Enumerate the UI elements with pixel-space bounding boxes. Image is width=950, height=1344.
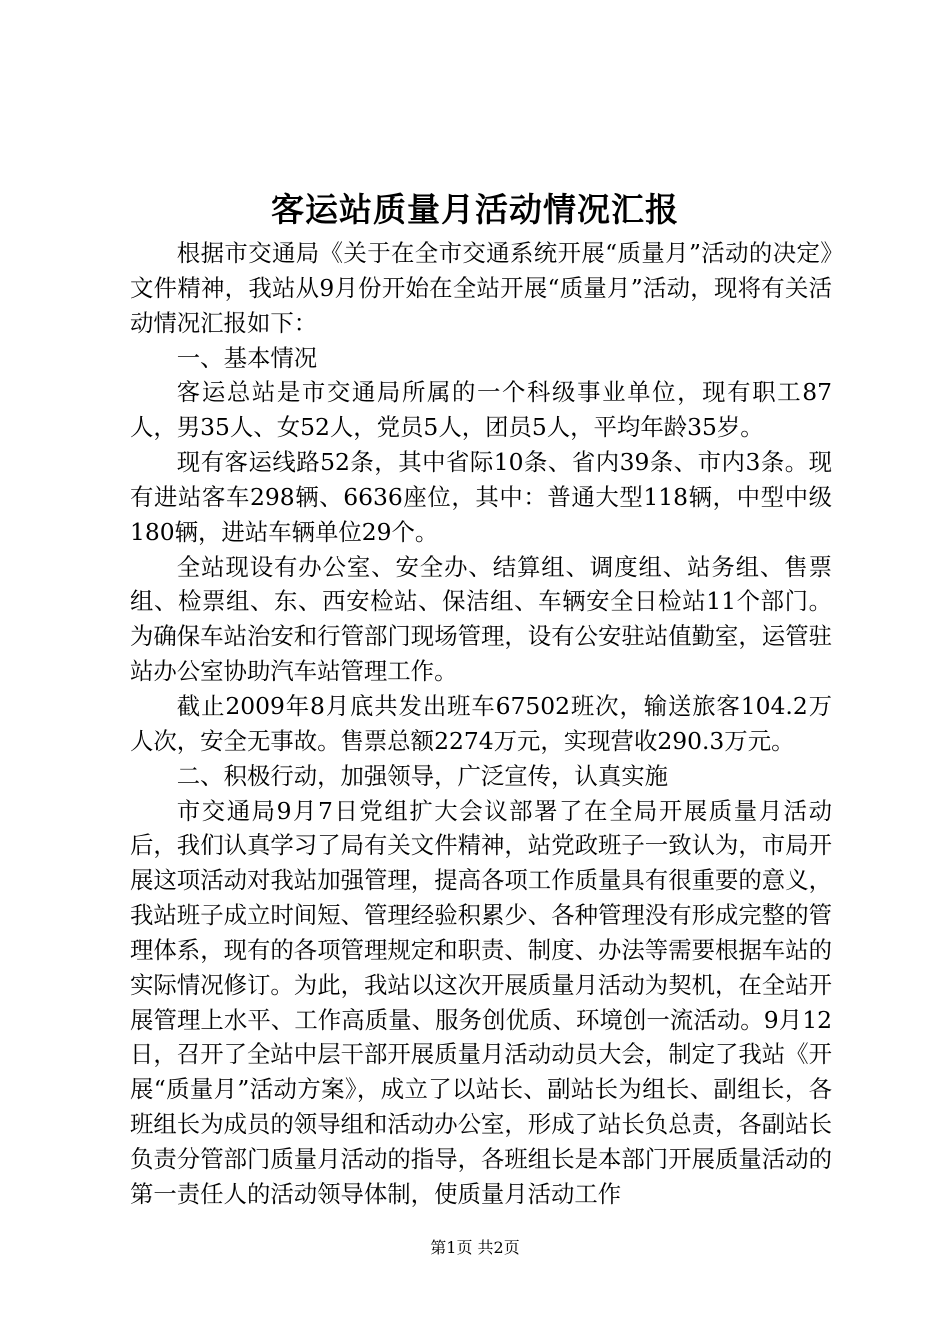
section-heading-basic-situation: 一、基本情况 bbox=[176, 343, 318, 372]
paragraph-statistics: 截止2009年8月底共发出班车67502班次，输送旅客104.2万人次，安全无事故。售票总额2274万元，实现营收290.3万元。 bbox=[130, 691, 832, 755]
document-title: 客运站质量月活动情况汇报 bbox=[271, 190, 679, 229]
paragraph-routes: 现有客运线路52条，其中省际10条、省内39条、市内3条。现有进站客车298辆、6636座位，其中：普通大型118辆，中型中级180辆，进站车辆单位29个。 bbox=[130, 448, 832, 546]
page-footer: 第1页 共2页 bbox=[430, 1238, 520, 1257]
document-body bbox=[130, 236, 832, 1212]
section-heading-actions: 二、积极行动，加强领导，广泛宣传，认真实施 bbox=[176, 761, 668, 790]
paragraph-intro: 根据市交通局《关于在全市交通系统开展“质量月”活动的决定》文件精神，我站从9月份开始在全站开展“质量月”活动，现将有关活动情况汇报如下： bbox=[130, 239, 832, 337]
paragraph-staff: 客运总站是市交通局所属的一个科级事业单位，现有职工87人，男35人、女52人，党员5人，团员5人，平均年龄35岁。 bbox=[130, 378, 832, 442]
paragraph-implementation: 市交通局9月7日党组扩大会议部署了在全局开展质量月活动后，我们认真学习了局有关文件精神，站党政班子一致认为，市局开展这项活动对我站加强管理，提高各项工作质量具有很重要的意义，我站班子成立时间短、管理经验积累少、各种管理没有形成完整的管理体系，现有的各项管理规定和职责、制度、办法等需要根据车站的实际情况修订。为此，我站以这次开展质量月活动为契机，在全站开展管理上水平、工作高质量、服务创优质、环境创一流活动。9月12日，召开了全站中层干部开展质量月活动动员大会，制定了我站《开展“质量月”活动方案》，成立了以站长、副站长为组长、副组长，各班组长为成员的领导组和活动办公室，形成了站长负总责，各副站长负责分管部门质量月活动的指导，各班组长是本部门开展质量活动的第一责任人的活动领导体制，使质量月活动工作 bbox=[130, 796, 832, 1208]
paragraph-departments: 全站现设有办公室、安全办、结算组、调度组、站务组、售票组、检票组、东、西安检站、保洁组、车辆安全日检站11个部门。为确保车站治安和行管部门现场管理，设有公安驻站值勤室，运管驻站办公室协助汽车站管理工作。 bbox=[130, 552, 832, 686]
